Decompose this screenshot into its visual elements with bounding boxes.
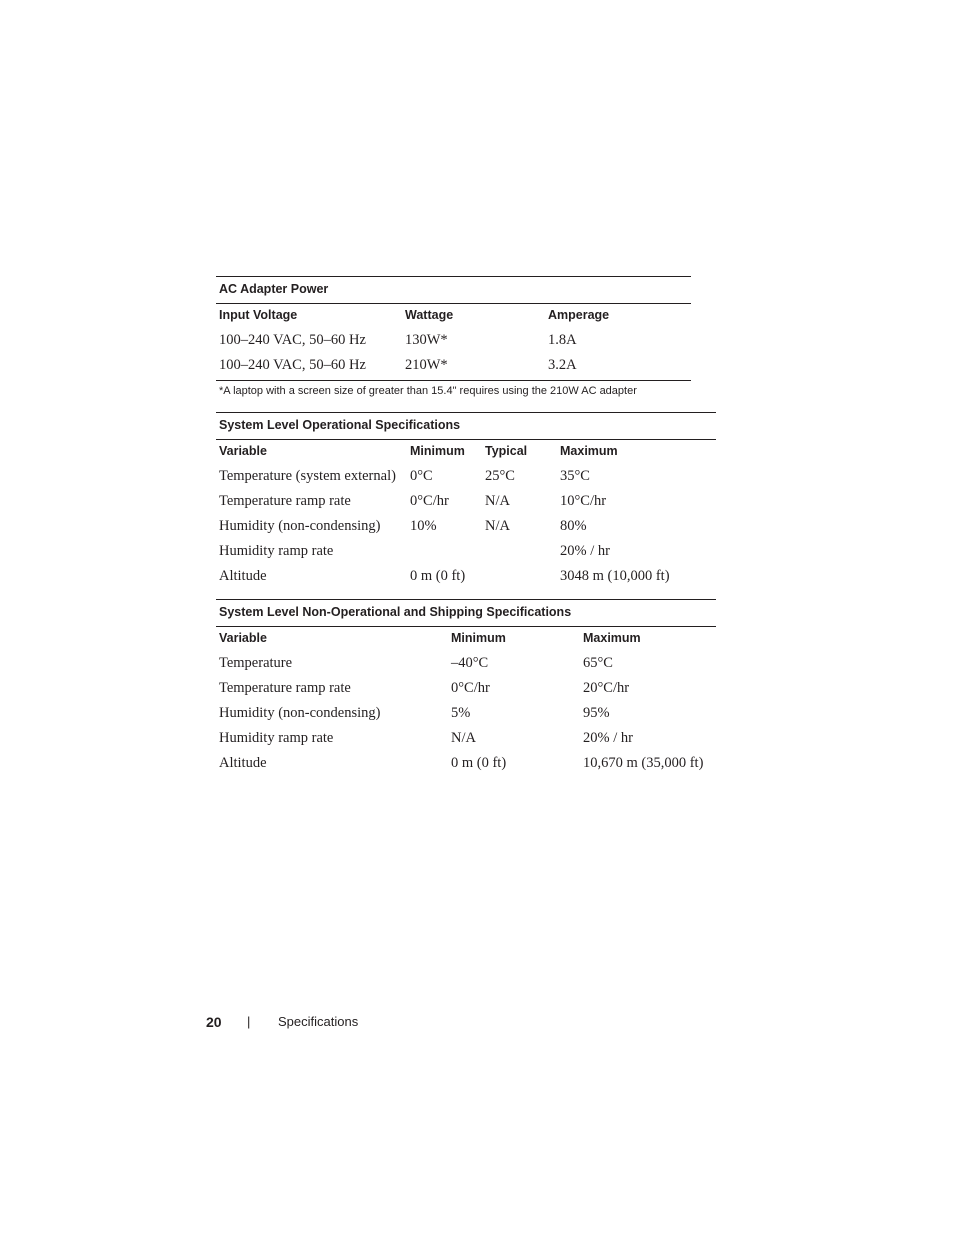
table-title: AC Adapter Power	[216, 277, 691, 304]
table-cell: 20% / hr	[583, 730, 633, 746]
table-cell: 0 m (0 ft)	[451, 755, 507, 771]
table-cell: 0°C/hr	[410, 493, 449, 509]
column-header: Maximum	[560, 444, 618, 458]
page-number: 20	[206, 1014, 222, 1030]
table-cell: Humidity (non-condensing)	[219, 705, 381, 721]
table-cell: Altitude	[219, 568, 267, 584]
column-header: Typical	[485, 444, 528, 458]
table-cell: Temperature	[219, 655, 293, 671]
table-cell: Temperature (system external)	[219, 468, 396, 484]
table-cell: 20°C/hr	[583, 680, 630, 696]
operational-table	[216, 412, 716, 591]
non-operational-table	[216, 599, 716, 778]
table-cell	[485, 541, 560, 566]
table-cell: 20% / hr	[560, 543, 610, 559]
table-row	[216, 541, 716, 566]
table-row	[216, 330, 691, 355]
column-header: Minimum	[451, 631, 506, 645]
table-header-row	[216, 304, 691, 331]
footnote: *A laptop with a screen size of greater than 15.4" requires using the 210W AC adapter	[216, 381, 691, 403]
operational-section	[216, 412, 716, 591]
table-cell: Temperature ramp rate	[219, 680, 351, 696]
table-cell: 25°C	[485, 468, 515, 484]
table-cell: 210W*	[405, 357, 448, 373]
table-cell	[410, 541, 485, 566]
footnote-row	[216, 381, 691, 403]
table-title-row	[216, 277, 691, 304]
table-row	[216, 678, 716, 703]
column-header: Input Voltage	[219, 308, 298, 322]
table-title: System Level Operational Specifications	[216, 413, 716, 440]
ac-adapter-table	[216, 276, 691, 402]
column-header: Minimum	[410, 444, 465, 458]
column-header: Wattage	[405, 308, 454, 322]
table-cell: N/A	[485, 518, 510, 534]
column-header: Variable	[219, 631, 267, 645]
table-cell: 0 m (0 ft)	[410, 568, 466, 584]
footer-section-title: Specifications	[278, 1014, 359, 1029]
footer-separator: |	[247, 1014, 251, 1029]
table-row	[216, 466, 716, 491]
table-title-row	[216, 413, 716, 440]
table-cell: N/A	[451, 730, 476, 746]
table-cell: 10°C/hr	[560, 493, 607, 509]
table-header-row	[216, 627, 716, 654]
table-cell: 100–240 VAC, 50–60 Hz	[219, 357, 366, 373]
table-cell: 10%	[410, 518, 437, 534]
column-header: Amperage	[548, 308, 610, 322]
table-cell: 0°C/hr	[451, 680, 490, 696]
table-cell: Humidity (non-condensing)	[219, 518, 381, 534]
table-cell: 35°C	[560, 468, 590, 484]
table-cell: 1.8A	[548, 332, 577, 348]
table-row	[216, 516, 716, 541]
table-cell: 95%	[583, 705, 610, 721]
table-cell: 80%	[560, 518, 587, 534]
table-row	[216, 703, 716, 728]
table-cell: –40°C	[451, 655, 489, 671]
column-header: Maximum	[583, 631, 641, 645]
table-cell: 65°C	[583, 655, 613, 671]
table-header-row	[216, 440, 716, 467]
table-title-row	[216, 600, 716, 627]
table-title: System Level Non-Operational and Shipping Specifications	[216, 600, 716, 627]
ac-adapter-section	[216, 276, 691, 402]
column-header: Variable	[219, 444, 267, 458]
table-cell: 10,670 m (35,000 ft)	[583, 755, 704, 771]
table-cell: Altitude	[219, 755, 267, 771]
table-cell	[485, 566, 560, 591]
table-cell: 3048 m (10,000 ft)	[560, 568, 670, 584]
table-cell: 5%	[451, 705, 471, 721]
table-cell: 130W*	[405, 332, 448, 348]
table-cell: 3.2A	[548, 357, 577, 373]
table-row	[216, 491, 716, 516]
table-row	[216, 653, 716, 678]
table-cell: Humidity ramp rate	[219, 730, 334, 746]
table-cell: 100–240 VAC, 50–60 Hz	[219, 332, 366, 348]
table-row	[216, 728, 716, 753]
table-row	[216, 753, 716, 778]
non-operational-section	[216, 599, 716, 778]
table-row	[216, 355, 691, 381]
table-cell: N/A	[485, 493, 510, 509]
table-cell: 0°C	[410, 468, 433, 484]
table-row	[216, 566, 716, 591]
table-cell: Temperature ramp rate	[219, 493, 351, 509]
table-cell: Humidity ramp rate	[219, 543, 334, 559]
